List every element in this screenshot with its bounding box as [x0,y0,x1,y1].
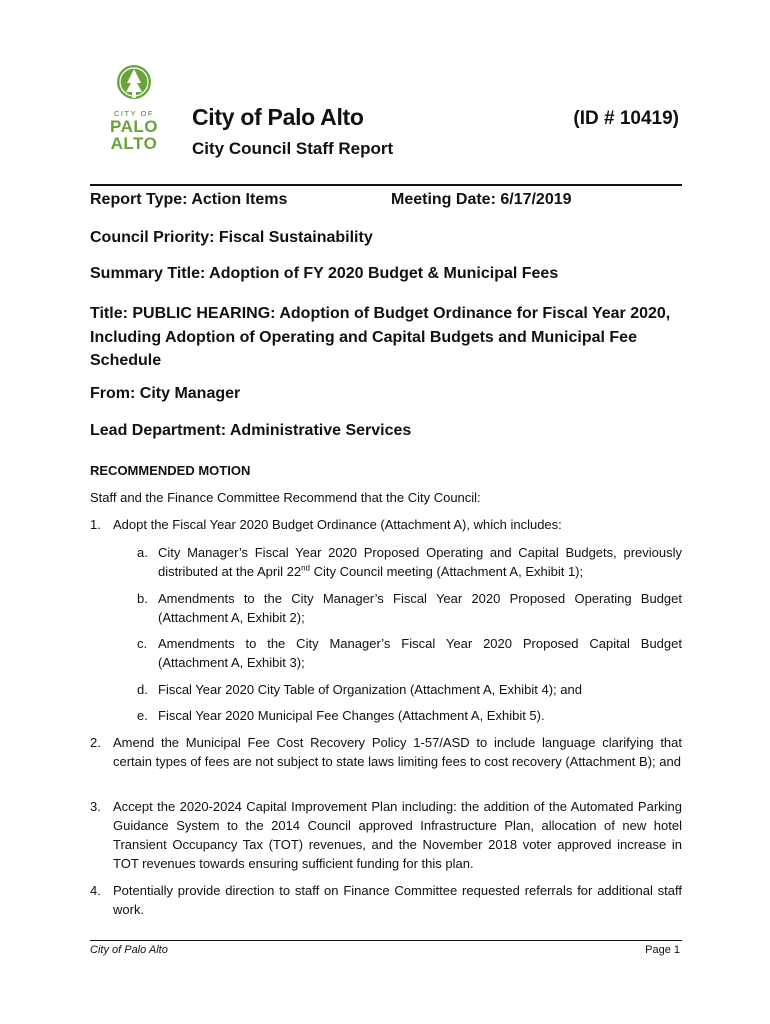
report-id: (ID # 10419) [573,108,679,129]
motion-subitem-a [137,543,682,581]
logo-alto: ALTO [110,134,158,153]
subitem-text: City Manager’s Fiscal Year 2020 Proposed Operating and Capital Budgets, previously distributed at the April 22nd City Council meeting (Attachment A, Exhibit 1); [158,545,682,579]
subitem-letter: e. [137,708,148,723]
page-number: Page 1 [645,944,680,956]
report-title: Title: PUBLIC HEARING: Adoption of Budget Ordinance for Fiscal Year 2020, Including Adoption of Operating and Capital Budgets and Municipal Fee Schedule [90,305,671,369]
logo-palo: PALO [110,117,158,136]
motion-subitem-e [137,706,682,725]
subitem-text: Fiscal Year 2020 City Table of Organization (Attachment A, Exhibit 4); and [158,682,582,697]
item-text: Accept the 2020-2024 Capital Improvement Plan including: the addition of the Automated Parking Guidance System to the 2014 Council approved Infrastructure Plan, allocation of new hotel Transient Occupancy Tax (TOT) revenues, and the November 2018 voter approved increase in TOT revenues towards ensuring sufficient funding for this plan. [113,799,682,871]
lead-department: Lead Department: Administrative Services [90,422,412,439]
item-number: 3. [90,799,101,814]
motion-item-4 [90,881,682,919]
section-heading: RECOMMENDED MOTION [90,463,251,478]
report-type: Report Type: Action Items [90,191,288,208]
motion-item-1 [90,515,682,534]
item-text: Adopt the Fiscal Year 2020 Budget Ordinance (Attachment A), which includes: [113,517,562,532]
motion-item-3 [90,797,682,873]
item-text: Potentially provide direction to staff on Finance Committee requested referrals for additional staff work. [113,883,682,917]
subitem-text: Amendments to the City Manager’s Fiscal Year 2020 Proposed Operating Budget (Attachment A, Exhibit 2); [158,591,682,625]
motion-subitem-d [137,680,682,699]
item-number: 4. [90,883,101,898]
report-subtitle: City Council Staff Report [192,139,394,158]
footer-divider [90,940,682,941]
motion-subitem-c [137,634,682,672]
subitem-letter: d. [137,682,148,697]
tree-icon [116,64,152,106]
item-number: 1. [90,517,101,532]
motion-subitem-b [137,589,682,627]
motion-item-2 [90,733,682,771]
subitem-letter: a. [137,545,148,560]
from-line: From: City Manager [90,385,241,402]
header-divider [90,184,682,186]
subitem-letter: c. [137,636,148,651]
logo-city-of: CITY OF [114,109,154,118]
subitem-letter: b. [137,591,148,606]
subitem-text: Fiscal Year 2020 Municipal Fee Changes (Attachment A, Exhibit 5). [158,708,545,723]
summary-title: Summary Title: Adoption of FY 2020 Budget & Municipal Fees [90,265,559,282]
item-number: 2. [90,735,101,750]
meeting-date: Meeting Date: 6/17/2019 [391,191,572,208]
footer-org: City of Palo Alto [90,944,168,956]
item-text: Amend the Municipal Fee Cost Recovery Policy 1-57/ASD to include language clarifying that certain types of fees are not subject to state laws limiting fees to cost recovery (Attachment B); and [113,735,682,769]
city-logo [104,64,164,164]
motion-intro: Staff and the Finance Committee Recommend that the City Council: [90,490,481,505]
subitem-text: Amendments to the City Manager’s Fiscal Year 2020 Proposed Capital Budget (Attachment A, Exhibit 3); [158,636,682,670]
page-title: City of Palo Alto [192,104,364,130]
council-priority: Council Priority: Fiscal Sustainability [90,229,373,246]
